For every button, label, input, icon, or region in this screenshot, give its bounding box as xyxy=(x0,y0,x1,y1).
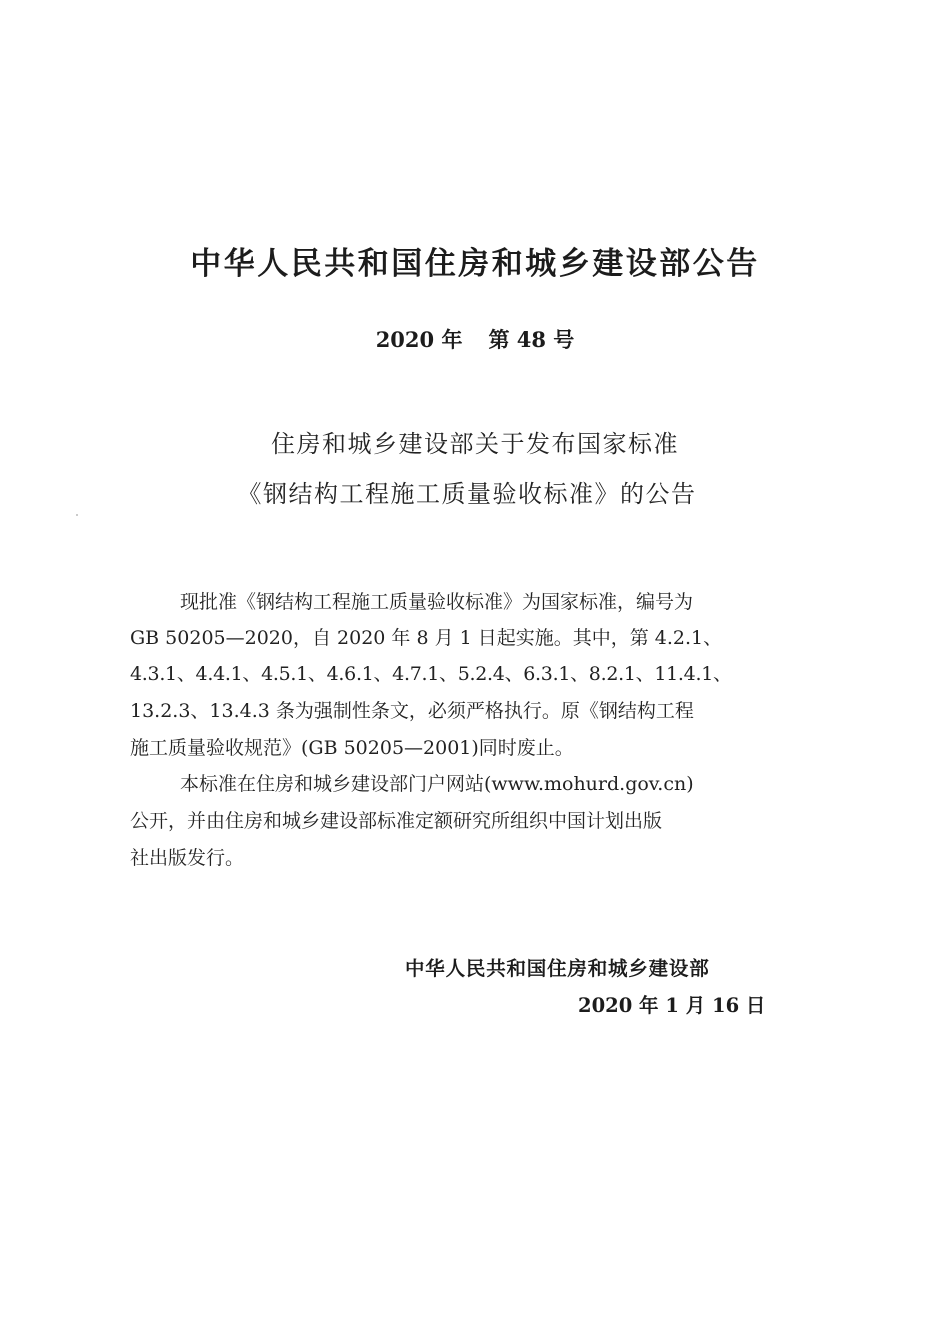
body-p1-line-4: 13.2.3、13.4.3 条为强制性条文，必须严格执行。原《钢结构工程 xyxy=(130,700,694,722)
issue-year: 2020 年 xyxy=(375,327,463,352)
subtitle-line-2: 《钢结构工程施工质量验收标准》的公告 xyxy=(237,480,697,508)
body-p1-line-2: GB 50205—2020，自 2020 年 8 月 1 日起实施。其中，第 4.2.1、 xyxy=(130,627,723,649)
issue-number: 第 48 号 xyxy=(488,327,575,352)
issue-number-line xyxy=(0,324,950,354)
body-p1-line-5: 施工质量验收规范》(GB 50205—2001)同时废止。 xyxy=(130,737,574,759)
body-p1-line-3: 4.3.1、4.4.1、4.5.1、4.6.1、4.7.1、5.2.4、6.3.1、8.2.1、11.4.1、 xyxy=(130,663,732,685)
body-p2-line-1: 本标准在住房和城乡建设部门户网站(www.mohurd.gov.cn) xyxy=(180,773,694,795)
issuing-organization: 中华人民共和国住房和城乡建设部 xyxy=(405,957,710,980)
body-p2-line-2: 公开，并由住房和城乡建设部标准定额研究所组织中国计划出版 xyxy=(130,810,663,832)
announcement-title: 中华人民共和国住房和城乡建设部公告 xyxy=(190,246,760,282)
body-p1-line-1: 现批准《钢结构工程施工质量验收标准》为国家标准，编号为 xyxy=(180,591,694,613)
body-p2-line-3: 社出版发行。 xyxy=(130,847,245,869)
scan-speck xyxy=(76,514,78,516)
issue-date: 2020 年 1 月 16 日 xyxy=(578,994,766,1017)
subtitle-line-1: 住房和城乡建设部关于发布国家标准 xyxy=(271,430,679,458)
